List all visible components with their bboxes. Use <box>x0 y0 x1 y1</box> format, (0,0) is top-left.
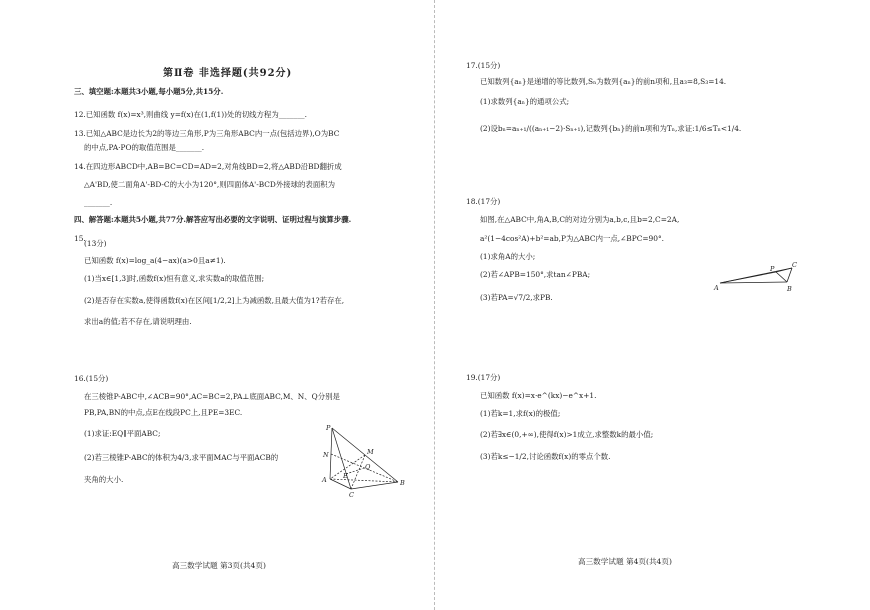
tetrahedron-figure <box>318 424 408 499</box>
question-14-line1: 14.在四边形ABCD中,AB=BC=CD=AD=2,对角线BD=2,将△ABD沿BD翻折成 <box>74 162 342 171</box>
side-cb <box>787 268 792 282</box>
segment-eq <box>346 468 364 474</box>
label-q: Q <box>365 463 371 471</box>
edge-ac <box>330 479 351 489</box>
question-18-stem-line1: 如图,在△ABC中,角A,B,C的对边分别为a,b,c,且b=2,C=2A, <box>480 215 680 224</box>
side-ab <box>720 282 787 283</box>
label-b: B <box>400 479 405 487</box>
edge-cb <box>351 482 398 489</box>
left-page-footer: 高三数学试题 第3页(共4页) <box>172 561 266 570</box>
question-17-part1: (1)求数列{aₙ}的通项公式; <box>480 97 570 106</box>
label-p: P <box>326 424 331 432</box>
question-19-part2: (2)若∃x∈(0,+∞),使得f(x)>1成立,求整数k的最小值; <box>480 430 654 439</box>
question-18-header: 18.(17分) <box>466 197 501 206</box>
question-13-line2: 的中点,PA·PO的取值范围是_______. <box>84 143 205 152</box>
label-n: N <box>323 451 329 459</box>
question-17-stem: 已知数列{aₙ}是递增的等比数列,Sₙ为数列{aₙ}的前n项和,且a₃=8,S₃=14. <box>480 77 727 86</box>
question-19-stem: 已知函数 f(x)=x·e^(kx)−e^x+1. <box>480 391 597 400</box>
question-15-stem: 已知函数 f(x)=log_a(4−ax)(a>0且a≠1). <box>84 256 226 265</box>
triangle-figure <box>712 262 802 294</box>
section-title: 第Ⅱ卷 非选择题(共92分) <box>163 68 293 79</box>
question-17-part2: (2)设bₙ=aₙ₊₁/((aₙ₊₁−2)·Sₙ₊₁),记数列{bₙ}的前n项和为Tₙ,求证:1/6≤Tₙ<1/4. <box>480 124 742 133</box>
question-19-header: 19.(17分) <box>466 373 501 382</box>
label-c: C <box>349 491 354 499</box>
question-15-number: 15. <box>74 234 86 243</box>
question-17-header: 17.(15分) <box>466 61 501 70</box>
edge-ab-hidden <box>330 479 398 482</box>
question-18-part1: (1)求角A的大小; <box>480 252 536 261</box>
question-14-line3: _______. <box>84 198 113 207</box>
segment-pc <box>776 268 792 272</box>
question-18-part3: (3)若PA=√7/2,求PB. <box>480 293 553 302</box>
question-15-score: (13分) <box>84 239 107 248</box>
question-16-part2-line1: (2)若三棱锥P-ABC的体积为4/3,求平面MAC与平面ACB的 <box>84 453 279 462</box>
question-15-part1: (1)当x∈[1,3]时,函数f(x)恒有意义,求实数a的取值范围; <box>84 274 265 283</box>
question-16-stem-line2: PB,PA,BN的中点,点E在线段PC上,且PE=3EC. <box>84 408 243 417</box>
question-13-line1: 13.已知△ABC是边长为2的等边三角形,P为三角形ABC内一点(包括边界),O为BC <box>74 129 340 138</box>
question-12: 12.已知函数 f(x)=x³,则曲线 y=f(x)在(1,f(1))处的切线方程为_______. <box>74 110 307 119</box>
question-19-part1: (1)若k=1,求f(x)的极值; <box>480 409 561 418</box>
question-19-part3: (3)若k≤−1/2,讨论函数f(x)的零点个数. <box>480 452 611 461</box>
segment-pb <box>776 272 787 282</box>
question-18-part2: (2)若∠APB=150°,求tan∠PBA; <box>480 270 591 279</box>
segment-pa <box>720 272 776 283</box>
right-page-footer: 高三数学试题 第4页(共4页) <box>578 557 672 566</box>
label-a: A <box>714 284 719 292</box>
label-a: A <box>322 476 327 484</box>
question-15-part2-line2: 求出a的值;若不存在,请说明理由. <box>84 317 192 326</box>
label-e: E <box>343 472 348 480</box>
fill-in-header: 三、填空题:本题共3小题,每小题5分,共15分. <box>74 87 224 96</box>
label-m: M <box>367 448 374 456</box>
label-p: P <box>770 265 775 273</box>
question-16-stem-line1: 在三棱锥P-ABC中,∠ACB=90°,AC=BC=2,PA⊥底面ABC,M、N、Q分别是 <box>84 392 340 401</box>
question-16-part1: (1)求证:EQ∥平面ABC; <box>84 429 161 438</box>
page-divider <box>434 0 436 610</box>
solve-header: 四、解答题:本题共5小题,共77分.解答应写出必要的文字说明、证明过程与演算步骤. <box>74 215 352 224</box>
label-b: B <box>787 285 792 293</box>
label-c: C <box>792 261 797 269</box>
question-15-part2-line1: (2)是否存在实数a,使得函数f(x)在区间[1/2,2]上为减函数,且最大值为1?若存在, <box>84 296 345 305</box>
edge-pa <box>330 428 332 479</box>
question-16-header: 16.(15分) <box>74 374 109 383</box>
question-16-part2-line2: 夹角的大小. <box>84 475 124 484</box>
question-14-line2: △A'BD,使二面角A'-BD-C的大小为120°,则四面体A'-BCD外接球的表面积为 <box>84 180 335 189</box>
question-18-stem-line2: a²(1−4cos²A)+b²=ab,P为△ABC内一点,∠BPC=90°. <box>480 234 665 243</box>
